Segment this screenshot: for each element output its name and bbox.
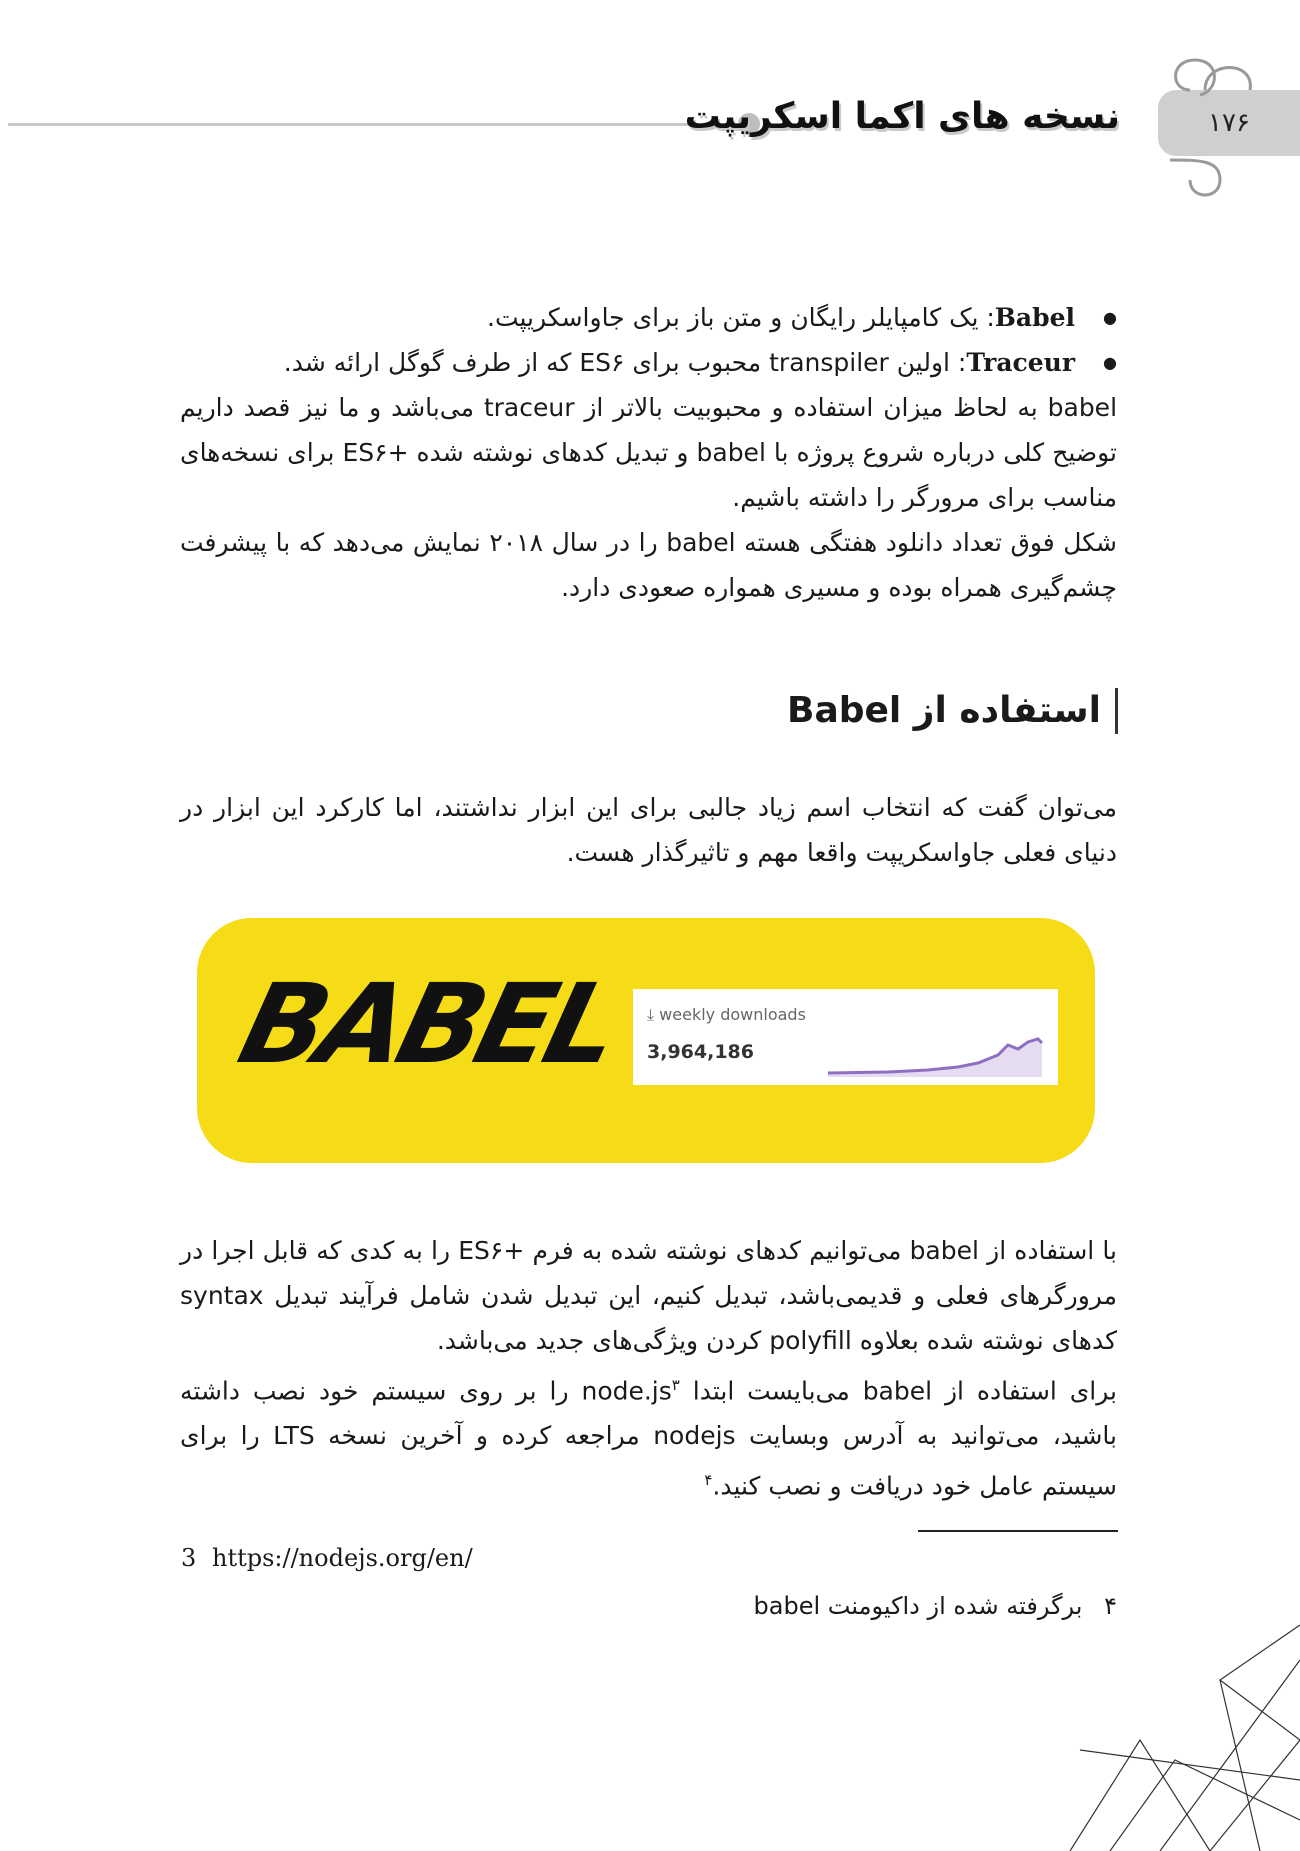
download-icon: ⤓	[647, 1005, 660, 1024]
footnote-link[interactable]: https://nodejs.org/en/	[212, 1544, 473, 1572]
section-heading: استفاده از Babel	[787, 688, 1118, 734]
footnote-ref: ۴	[704, 1471, 713, 1490]
downloads-card	[633, 989, 1058, 1085]
footnote-separator	[918, 1530, 1118, 1532]
list-item	[180, 295, 1117, 340]
downloads-label-text: weekly downloads	[659, 1005, 806, 1024]
footnote-number: 3	[181, 1544, 197, 1572]
footnote-4	[754, 1592, 1117, 1620]
bullet-term: Babel	[994, 303, 1075, 332]
corner-lines-decoration	[960, 1620, 1300, 1851]
corner-ornament-icon	[1160, 50, 1260, 200]
install-text-end: را بر روی سیستم خود نصب داشته باشید، می‌توانید به آدرس وبسایت nodejs مراجعه کرده و آخرین نسخه LTS را برای سیستم عامل خود دریافت و نصب کنید.	[180, 1376, 1117, 1501]
downloads-label	[647, 1005, 806, 1025]
chapter-title: نسخه های اکما اسکریپت	[684, 96, 1120, 137]
paragraph-intro: babel به لحاظ میزان استفاده و محبوبیت بالاتر از traceur می‌باشد و ما نیز قصد داریم توضیح کلی درباره شروع پروژه با babel و تبدیل کدهای نوشته شده +ES۶ برای نسخه‌های مناسب برای مرورگر را داشته باشیم.	[180, 393, 1118, 512]
header-rule	[8, 123, 746, 126]
page-number: ۱۷۶	[1208, 108, 1250, 138]
bullet-term: Traceur	[966, 348, 1075, 377]
bullet-list	[180, 295, 1117, 385]
section-intro-block	[180, 785, 1117, 875]
usage-block	[180, 1228, 1117, 1509]
babel-logo: BABEL	[228, 960, 629, 1088]
downloads-sparkline	[828, 997, 1048, 1077]
paragraph-install	[180, 1363, 1117, 1509]
list-item	[180, 340, 1117, 385]
footnote-ref: ۳	[671, 1376, 680, 1394]
definition-list-block	[180, 295, 1117, 610]
paragraph-downloads: شکل فوق تعداد دانلود هفتگی هسته babel را در سال ۲۰۱۸ نمایش می‌دهد که با پیشرفت چشم‌گیری همراه بوده و مسیری همواره صعودی دارد.	[180, 528, 1117, 602]
bullet-text: : اولین transpiler محبوب برای ES۶ که از طرف گوگل ارائه شد.	[283, 348, 967, 377]
install-text-start: برای استفاده از babel می‌بایست ابتدا node.js	[581, 1376, 1118, 1406]
downloads-count: 3,964,186	[647, 1041, 754, 1063]
paragraph-section-intro: می‌توان گفت که انتخاب اسم زیاد جالبی برای این ابزار نداشتند، اما کارکرد این ابزار در دنیای فعلی جاواسکریپت واقعا مهم و تاثیرگذار هست.	[180, 793, 1117, 867]
paragraph-usage: با استفاده از babel می‌توانیم کدهای نوشته شده به فرم +ES۶ را به کدی که قابل اجرا در مرورگرهای فعلی و قدیمی‌باشد، تبدیل کنیم، این تبدیل شدن شامل فرآیند تبدیل syntax کدهای نوشته شده بعلاوه polyfill کردن ویژگی‌های جدید می‌باشد.	[180, 1236, 1117, 1355]
footnote-number: ۴	[1104, 1592, 1117, 1620]
bullet-text: : یک کامپایلر رایگان و متن باز برای جاواسکریپت.	[487, 303, 995, 332]
footnote-text: برگرفته شده از داکیومنت babel	[753, 1592, 1083, 1620]
